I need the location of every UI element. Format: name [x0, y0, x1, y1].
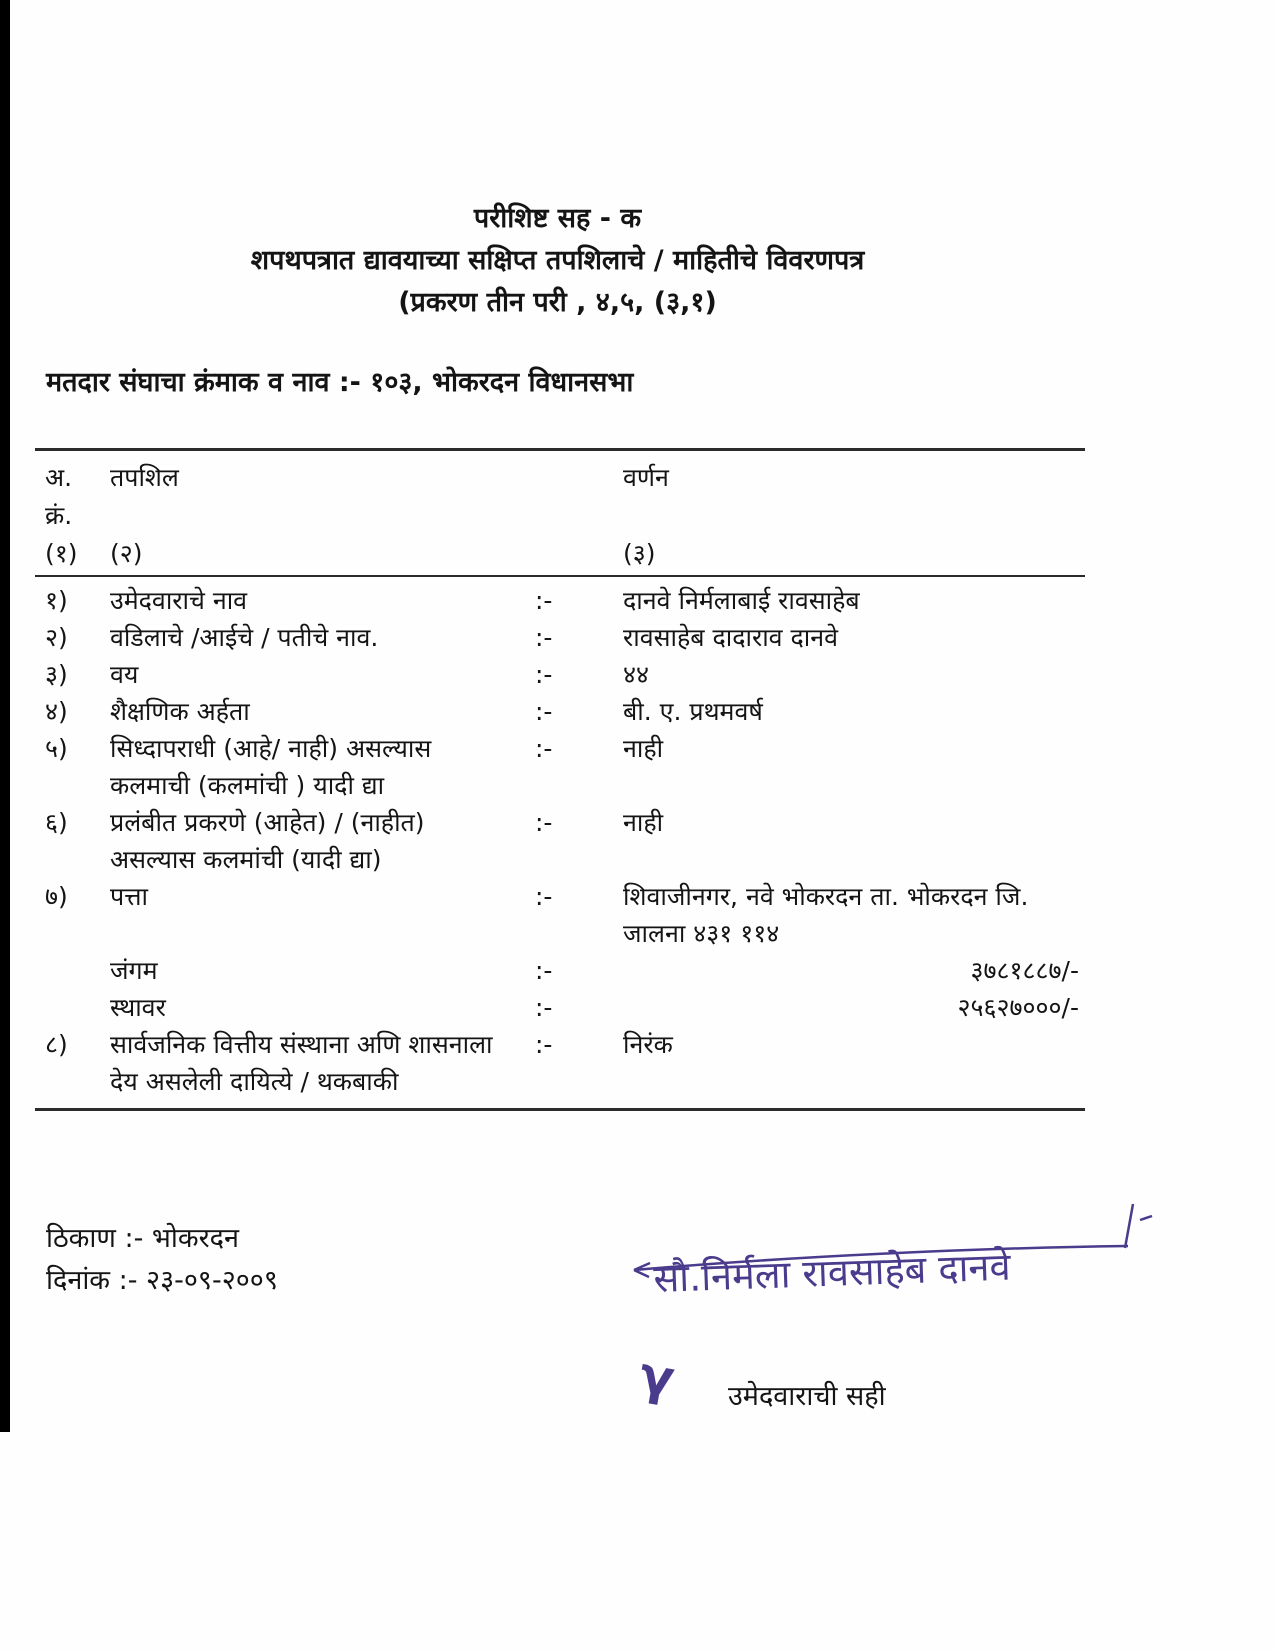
row-value [595, 1026, 1085, 1100]
row-value-line1: दानवे निर्मलाबाई रावसाहेब [623, 586, 860, 615]
place-line: ठिकाण :- भोकरदन [46, 1223, 240, 1254]
row-label [110, 582, 535, 619]
table-row [35, 989, 1085, 1026]
date-line: दिनांक :- २३-०९-२००९ [46, 1265, 278, 1296]
row-label [110, 656, 535, 693]
row-label-line2: असल्यास कलमांची (यादी द्या) [110, 845, 382, 874]
row-label-line1: प्रलंबीत प्रकरणे (आहेत) / (नाहीत) [110, 808, 425, 837]
header-col2-title: तपशिल [110, 463, 179, 492]
table-header-row-2 [35, 497, 1085, 535]
row-label-line1: पत्ता [110, 882, 148, 911]
row-value [595, 878, 1085, 952]
table-row [35, 656, 1085, 693]
row-colon: :- [535, 660, 553, 689]
row-label [110, 1026, 535, 1100]
table-row [35, 804, 1085, 878]
scan-edge-artifact [0, 0, 10, 1432]
row-label [110, 730, 535, 804]
candidate-signature [628, 1190, 1158, 1320]
row-label [110, 878, 535, 952]
row-label-line1: वडिलाचे /आईचे / पतीचे नाव. [110, 623, 379, 652]
row-colon: :- [535, 734, 553, 763]
signature-caption: उमेदवाराची सही [728, 1381, 886, 1412]
row-label-line2: देय असलेली दायित्ये / थकबाकी [110, 1067, 399, 1096]
row-label [110, 989, 535, 1026]
row-value-line1: शिवाजीनगर, नवे भोकरदन ता. भोकरदन जि. [623, 882, 1029, 911]
row-value [595, 619, 1085, 656]
row-label-line1: उमेदवाराचे नाव [110, 586, 248, 615]
row-colon: :- [535, 1030, 553, 1059]
signature-mark: γ [635, 1345, 679, 1409]
row-label [110, 952, 535, 989]
row-label-line1: सार्वजनिक वित्तीय संस्थाना अणि शासनाला [110, 1030, 493, 1059]
header-spacer [110, 497, 535, 535]
row-value-line1: बी. ए. प्रथमवर्ष [623, 697, 763, 726]
row-colon: :- [535, 586, 553, 615]
table-row [35, 878, 1085, 952]
row-number: ५) [45, 734, 68, 763]
row-value-line1: रावसाहेब दादाराव दानवे [623, 623, 839, 652]
row-label-line1: सिध्दापराधी (आहे/ नाही) असल्यास [110, 734, 432, 763]
row-label-line1: स्थावर [110, 993, 166, 1022]
document-title-block [40, 198, 1075, 324]
header-col3-num: (३) [623, 539, 656, 568]
row-number: ६) [45, 808, 68, 837]
row-number: ७) [45, 882, 68, 911]
constituency-label: मतदार संघाचा क्रंमाक व नाव :- [46, 367, 361, 398]
row-value-line1: नाही [623, 734, 664, 763]
table-row [35, 619, 1085, 656]
row-number [35, 952, 110, 989]
table-body [35, 577, 1085, 1108]
row-value-line1: नाही [623, 808, 664, 837]
row-value [595, 804, 1085, 878]
row-number [35, 989, 110, 1026]
row-value [595, 656, 1085, 693]
title-line-1: परीशिष्ट सह - क [473, 203, 642, 234]
row-label-line1: शैक्षणिक अर्हता [110, 697, 250, 726]
header-col3-title: वर्णन [623, 463, 669, 492]
header-col1-line1: अ. [45, 463, 73, 492]
table-header-row-1 [35, 459, 1085, 497]
header-spacer [535, 535, 595, 573]
row-value [595, 952, 1085, 989]
table-header [35, 451, 1085, 577]
row-number: ८) [45, 1030, 68, 1059]
details-table [35, 448, 1085, 1111]
row-label [110, 619, 535, 656]
row-value-line1: ४४ [623, 660, 650, 689]
row-value [595, 989, 1085, 1026]
row-value-line2: जालना ४३१ ११४ [623, 919, 780, 948]
row-label-line1: जंगम [110, 956, 158, 985]
row-number: ३) [45, 660, 68, 689]
constituency-line [46, 362, 633, 399]
header-col1-line3: (१) [45, 539, 78, 568]
row-colon: :- [535, 808, 553, 837]
row-value [595, 693, 1085, 730]
row-colon: :- [535, 956, 553, 985]
row-colon: :- [535, 623, 553, 652]
signature-text: सौ.निर्मला रावसाहेब दानवे [652, 1244, 1012, 1301]
table-row [35, 582, 1085, 619]
header-col2-num: (२) [110, 539, 143, 568]
table-row [35, 952, 1085, 989]
header-spacer [535, 497, 595, 535]
row-colon: :- [535, 697, 553, 726]
header-spacer [595, 497, 1085, 535]
header-spacer [535, 459, 595, 497]
row-label [110, 804, 535, 878]
row-number: २) [45, 623, 68, 652]
signature-ink [628, 1190, 1158, 1320]
title-line-2: शपथपत्रात द्यावयाच्या सक्षिप्त तपशिलाचे / माहितीचे विवरणपत्र [250, 245, 865, 276]
title-line-3: (प्रकरण तीन परी , ४,५, (३,१) [398, 287, 717, 318]
table-row [35, 730, 1085, 804]
header-col1-line2: क्रं. [45, 501, 73, 530]
row-value [595, 730, 1085, 804]
row-colon: :- [535, 882, 553, 911]
table-header-row-3 [35, 535, 1085, 573]
row-label-line2: कलमाची (कलमांची ) यादी द्या [110, 771, 385, 800]
row-label [110, 693, 535, 730]
row-value-line1: निरंक [623, 1030, 673, 1059]
row-colon: :- [535, 993, 553, 1022]
constituency-value: १०३, भोकरदन विधानसभा [370, 367, 634, 398]
table-row [35, 1026, 1085, 1100]
row-value [595, 582, 1085, 619]
row-value-line1: २५६२७०००/- [957, 993, 1079, 1022]
table-row [35, 693, 1085, 730]
row-number: ४) [45, 697, 68, 726]
row-label-line1: वय [110, 660, 139, 689]
row-number: १) [45, 586, 68, 615]
row-value-line1: ३७८१८८७/- [970, 956, 1079, 985]
